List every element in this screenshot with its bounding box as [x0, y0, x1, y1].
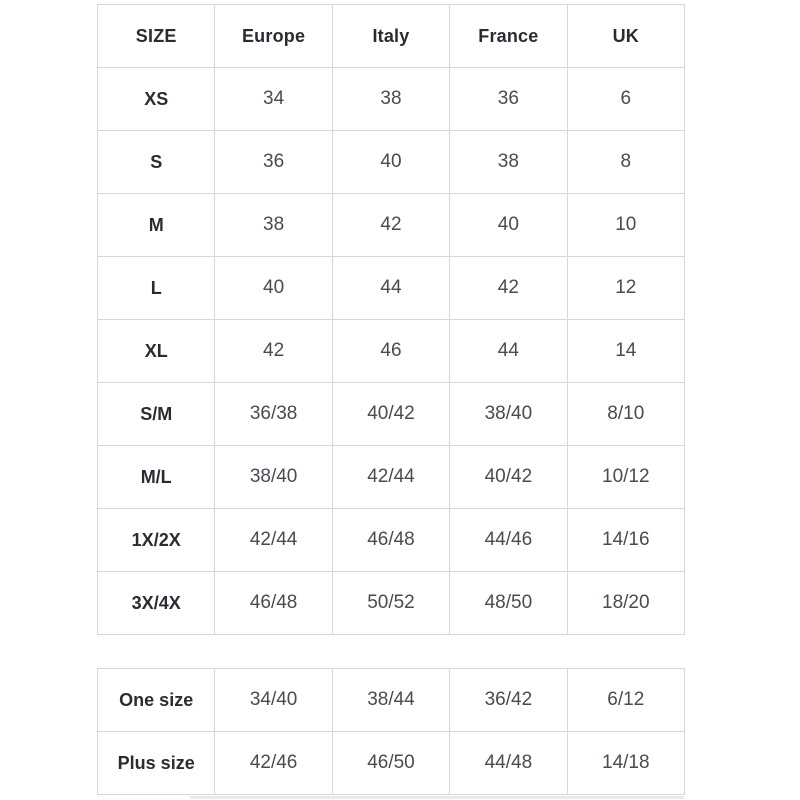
special-sizes-body	[98, 669, 685, 795]
value-cell: 36	[450, 68, 567, 131]
value-cell: 36	[215, 131, 332, 194]
value-cell: 46/48	[332, 509, 449, 572]
row-label-cell: 1X/2X	[98, 509, 215, 572]
value-cell: 42/44	[215, 509, 332, 572]
value-cell: 46/48	[215, 572, 332, 635]
value-cell: 10/12	[567, 446, 684, 509]
value-cell: 18/20	[567, 572, 684, 635]
value-cell: 42/44	[332, 446, 449, 509]
value-cell: 42/46	[215, 732, 332, 795]
row-label-cell: Plus size	[98, 732, 215, 795]
value-cell: 34	[215, 68, 332, 131]
value-cell: 14/16	[567, 509, 684, 572]
value-cell: 36/38	[215, 383, 332, 446]
table-row	[98, 257, 685, 320]
value-cell: 40/42	[332, 383, 449, 446]
value-cell: 46	[332, 320, 449, 383]
table-row	[98, 131, 685, 194]
value-cell: 46/50	[332, 732, 449, 795]
value-cell: 42	[450, 257, 567, 320]
table-row	[98, 446, 685, 509]
value-cell: 6/12	[567, 669, 684, 732]
size-chart-page	[97, 4, 685, 795]
row-label-cell: L	[98, 257, 215, 320]
table-row	[98, 572, 685, 635]
value-cell: 8/10	[567, 383, 684, 446]
value-cell: 38/40	[215, 446, 332, 509]
row-label-cell: XL	[98, 320, 215, 383]
value-cell: 14	[567, 320, 684, 383]
value-cell: 14/18	[567, 732, 684, 795]
table-row	[98, 320, 685, 383]
value-cell: 8	[567, 131, 684, 194]
header-row	[98, 5, 685, 68]
row-label-cell: S/M	[98, 383, 215, 446]
row-label-cell: M/L	[98, 446, 215, 509]
table-row	[98, 509, 685, 572]
row-label-cell: M	[98, 194, 215, 257]
value-cell: 6	[567, 68, 684, 131]
value-cell: 40	[215, 257, 332, 320]
value-cell: 44	[332, 257, 449, 320]
value-cell: 40/42	[450, 446, 567, 509]
special-sizes-table	[97, 668, 685, 795]
row-label-cell: 3X/4X	[98, 572, 215, 635]
table-row	[98, 383, 685, 446]
value-cell: 50/52	[332, 572, 449, 635]
value-cell: 36/42	[450, 669, 567, 732]
value-cell: 34/40	[215, 669, 332, 732]
size-conversion-table	[97, 4, 685, 635]
size-conversion-body	[98, 68, 685, 635]
value-cell: 48/50	[450, 572, 567, 635]
value-cell: 40	[332, 131, 449, 194]
row-label-cell: S	[98, 131, 215, 194]
value-cell: 42	[332, 194, 449, 257]
row-label-cell: One size	[98, 669, 215, 732]
table-header	[98, 5, 685, 68]
value-cell: 38	[450, 131, 567, 194]
column-header: Europe	[215, 5, 332, 68]
value-cell: 40	[450, 194, 567, 257]
value-cell: 10	[567, 194, 684, 257]
table-row	[98, 194, 685, 257]
value-cell: 38/40	[450, 383, 567, 446]
value-cell: 42	[215, 320, 332, 383]
table-row	[98, 669, 685, 732]
column-header: Italy	[332, 5, 449, 68]
bottom-partial-divider	[190, 796, 684, 799]
value-cell: 38	[215, 194, 332, 257]
value-cell: 44/46	[450, 509, 567, 572]
column-header: UK	[567, 5, 684, 68]
row-label-cell: XS	[98, 68, 215, 131]
value-cell: 12	[567, 257, 684, 320]
column-header: France	[450, 5, 567, 68]
value-cell: 44	[450, 320, 567, 383]
table-row	[98, 68, 685, 131]
column-header: SIZE	[98, 5, 215, 68]
value-cell: 38/44	[332, 669, 449, 732]
value-cell: 44/48	[450, 732, 567, 795]
value-cell: 38	[332, 68, 449, 131]
table-row	[98, 732, 685, 795]
